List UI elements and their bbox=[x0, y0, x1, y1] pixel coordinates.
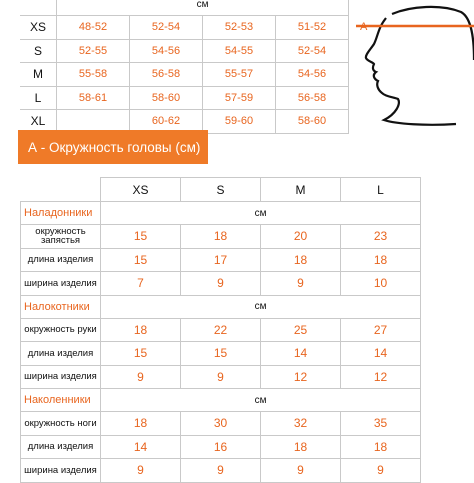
measurement-value: 9 bbox=[101, 365, 181, 389]
circumference-marker: A bbox=[360, 21, 368, 33]
measurement-label: ширина изделия bbox=[21, 365, 101, 389]
measurement-value: 30 bbox=[181, 412, 261, 436]
size-header: S bbox=[181, 178, 261, 202]
helmet-size-range: 55-58 bbox=[57, 63, 130, 87]
measurement-value: 9 bbox=[261, 459, 341, 483]
measurement-row bbox=[21, 365, 421, 389]
helmet-size-range: 52-55 bbox=[57, 39, 130, 63]
measurement-value: 15 bbox=[101, 225, 181, 249]
helmet-size-label: M bbox=[20, 63, 57, 87]
size-header: XS bbox=[101, 178, 181, 202]
measurement-value: 14 bbox=[101, 435, 181, 459]
measurement-row bbox=[21, 342, 421, 366]
helmet-size-range: 54-56 bbox=[130, 39, 203, 63]
measurement-value: 16 bbox=[181, 435, 261, 459]
head-outline bbox=[392, 7, 474, 60]
measurement-value: 18 bbox=[341, 248, 421, 272]
helmet-size-range: 52-54 bbox=[276, 39, 349, 63]
helmet-size-label: XS bbox=[20, 16, 57, 40]
helmet-size-range: 59-60 bbox=[203, 110, 276, 134]
measurement-value: 15 bbox=[101, 248, 181, 272]
measurement-value: 18 bbox=[261, 435, 341, 459]
helmet-size-range: 60-62 bbox=[130, 110, 203, 134]
measurement-value: 20 bbox=[261, 225, 341, 249]
measurement-value: 18 bbox=[181, 225, 261, 249]
measurement-row bbox=[21, 318, 421, 342]
measurement-label: ширина изделия bbox=[21, 459, 101, 483]
helmet-table-unit: см bbox=[57, 0, 349, 16]
measurement-row bbox=[21, 272, 421, 296]
measurement-label: длина изделия bbox=[21, 248, 101, 272]
head-circumference-diagram bbox=[356, 0, 474, 135]
measurement-value: 18 bbox=[341, 435, 421, 459]
measurement-row bbox=[21, 459, 421, 483]
measurement-label: длина изделия bbox=[21, 435, 101, 459]
measurement-value: 12 bbox=[341, 365, 421, 389]
measurement-value: 14 bbox=[261, 342, 341, 366]
helmet-size-range: 48-52 bbox=[57, 16, 130, 40]
helmet-size-range: 57-59 bbox=[203, 86, 276, 110]
measurement-value: 15 bbox=[181, 342, 261, 366]
measurement-value: 18 bbox=[101, 412, 181, 436]
section-unit: см bbox=[101, 202, 421, 225]
measurement-value: 9 bbox=[101, 459, 181, 483]
measurement-value: 9 bbox=[181, 272, 261, 296]
measurement-value: 23 bbox=[341, 225, 421, 249]
section-unit: см bbox=[101, 295, 421, 318]
helmet-size-range: 58-60 bbox=[130, 86, 203, 110]
measurement-row bbox=[21, 412, 421, 436]
head-circumference-banner: А - Окружность головы (см) bbox=[18, 130, 208, 164]
helmet-table-corner-cell bbox=[20, 0, 57, 16]
measurement-row bbox=[21, 248, 421, 272]
helmet-table-row bbox=[20, 16, 349, 40]
measurement-label: окружность руки bbox=[21, 318, 101, 342]
measurement-label: окружность ноги bbox=[21, 412, 101, 436]
measurement-value: 17 bbox=[181, 248, 261, 272]
measurement-value: 25 bbox=[261, 318, 341, 342]
helmet-table-header-row bbox=[20, 0, 349, 16]
helmet-size-range: 54-56 bbox=[276, 63, 349, 87]
measurement-value: 32 bbox=[261, 412, 341, 436]
protection-table-body bbox=[21, 178, 421, 483]
measurement-value: 9 bbox=[341, 459, 421, 483]
measurement-value: 18 bbox=[101, 318, 181, 342]
helmet-table-row bbox=[20, 63, 349, 87]
measurement-value: 9 bbox=[261, 272, 341, 296]
section-name: Наколенники bbox=[21, 389, 101, 412]
measurement-label: окружность запястья bbox=[21, 225, 101, 249]
helmet-size-range: 56-58 bbox=[130, 63, 203, 87]
measurement-value: 15 bbox=[101, 342, 181, 366]
measurement-value: 35 bbox=[341, 412, 421, 436]
measurement-label: ширина изделия bbox=[21, 272, 101, 296]
helmet-size-range: 51-52 bbox=[276, 16, 349, 40]
measurement-value: 9 bbox=[181, 365, 261, 389]
measurement-value: 27 bbox=[341, 318, 421, 342]
helmet-size-label: S bbox=[20, 39, 57, 63]
helmet-size-range: 56-58 bbox=[276, 86, 349, 110]
measurement-row bbox=[21, 225, 421, 249]
helmet-size-range: 52-53 bbox=[203, 16, 276, 40]
helmet-size-range: 52-54 bbox=[130, 16, 203, 40]
helmet-size-label: L bbox=[20, 86, 57, 110]
helmet-table-body bbox=[20, 16, 349, 134]
helmet-table-row bbox=[20, 86, 349, 110]
protection-size-table bbox=[20, 177, 421, 483]
section-name: Наладонники bbox=[21, 202, 101, 225]
measurement-value: 18 bbox=[261, 248, 341, 272]
measurement-row bbox=[21, 435, 421, 459]
helmet-size-table bbox=[20, 0, 349, 134]
section-header-row bbox=[21, 202, 421, 225]
helmet-table-row bbox=[20, 39, 349, 63]
face-profile bbox=[366, 18, 456, 125]
section-name: Налокотники bbox=[21, 295, 101, 318]
section-header-row bbox=[21, 389, 421, 412]
helmet-size-range: 58-60 bbox=[276, 110, 349, 134]
section-header-row bbox=[21, 295, 421, 318]
measurement-label: длина изделия bbox=[21, 342, 101, 366]
measurement-value: 12 bbox=[261, 365, 341, 389]
measurement-value: 7 bbox=[101, 272, 181, 296]
helmet-size-label: XL bbox=[20, 110, 57, 134]
measurement-value: 9 bbox=[181, 459, 261, 483]
helmet-size-range: 58-61 bbox=[57, 86, 130, 110]
measurement-value: 14 bbox=[341, 342, 421, 366]
helmet-size-range: 54-55 bbox=[203, 39, 276, 63]
size-header: M bbox=[261, 178, 341, 202]
measurement-value: 22 bbox=[181, 318, 261, 342]
measurement-value: 10 bbox=[341, 272, 421, 296]
helmet-size-range: 55-57 bbox=[203, 63, 276, 87]
section-unit: см bbox=[101, 389, 421, 412]
size-header: L bbox=[341, 178, 421, 202]
protection-sizes-row bbox=[21, 178, 421, 202]
protection-corner-cell bbox=[21, 178, 101, 202]
